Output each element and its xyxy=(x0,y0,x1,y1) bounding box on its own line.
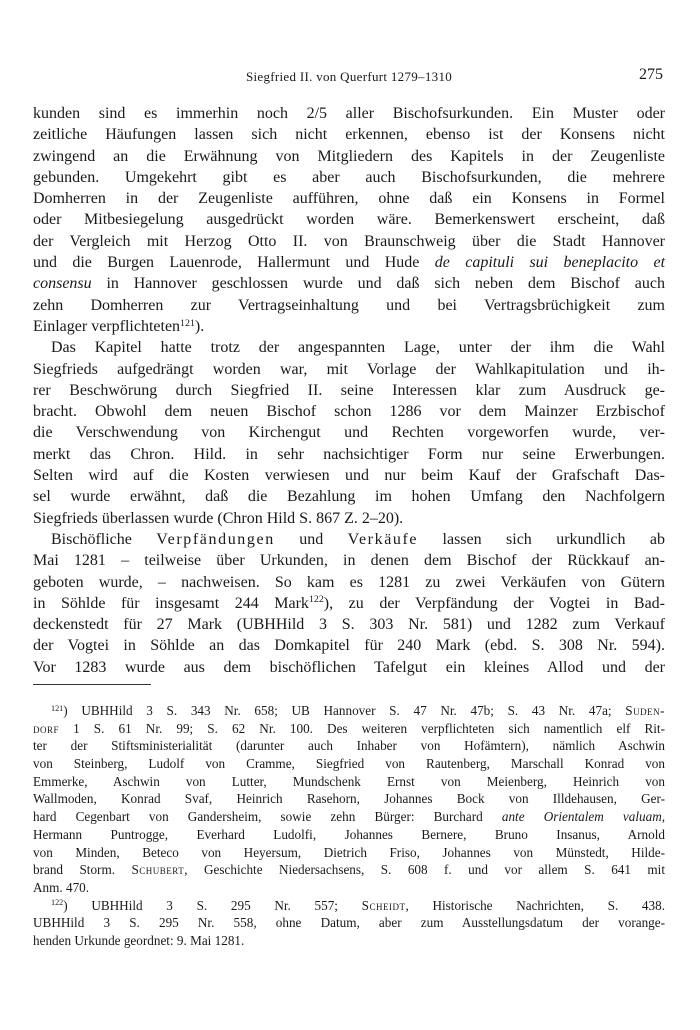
footnote-122: $^{122}$) UBHHild 3 S. 295 Nr. 557; Scheidt, Historische Nachrichten, S. 438. xyxy=(51,897,665,913)
footnote-line: Emmerke, Aschwin von Lutter, Mundschenk Ernst von Meienberg, Heinrich von xyxy=(33,773,665,789)
spaced-term: Verkäufe xyxy=(347,530,419,548)
footnote-121: $^{121}$) UBHHild 3 S. 343 Nr. 658; UB Hannover S. 47 Nr. 47b; S. 43 Nr. 47a; Suden- xyxy=(51,703,666,718)
text-line: sel wurde erwähnt, daß die Bezahlung im hohen Umfang den Nachfolgern xyxy=(33,488,665,506)
footnote-number: 122 xyxy=(51,898,64,908)
main-text xyxy=(33,103,665,678)
text-line: der Vogtei in Söhlde an das Domkapitel für 240 Mark (ebd. S. 308 Nr. 594). xyxy=(33,637,665,655)
text-line: zwingend an die Erwähnung von Mitgliedern des Kapitels in der Zeugenliste xyxy=(33,147,665,165)
text-line: deckenstedt für 27 Mark (UBHHild 3 S. 303 Nr. 581) und 1282 zum Verkauf xyxy=(33,616,665,634)
footnote-line: Hermann Puntrogge, Everhard Ludolfi, Johannes Bernere, Bruno Insanus, Arnold xyxy=(33,826,665,842)
text-line: in Söhlde für insgesamt 244 Mark$^{122}$), zu der Verpfändung der Vogtei in Bad- xyxy=(33,594,665,612)
text-line: Domherren in der Zeugenliste aufführen, ohne daß ein Konsens in Formel xyxy=(33,190,665,208)
footnote-line: UBHHild 3 S. 295 Nr. 558, ohne Datum, aber zum Ausstellungsdatum der vorange- xyxy=(33,915,665,931)
text-line: und die Burgen Lauenrode, Hallermunt und Hude de capituli sui beneplacito et xyxy=(33,254,666,272)
text-line: kunden sind es immerhin noch 2/5 aller Bischofsurkunden. Ein Muster oder xyxy=(33,105,665,122)
latin-phrase: ante Orientalem valuam, xyxy=(501,809,666,825)
footnote-line: ter der Stiftsministerialität (darunter auch Inhaber von Hofämtern), nämlich Aschwin xyxy=(33,738,665,754)
text-line: consensu in Hannover geschlossen wurde und daß sich neben dem Bischof auch xyxy=(33,275,666,293)
footnote-line: dorf 1 S. 61 Nr. 99; S. 62 Nr. 100. Des weiteren verpflichteten sich namentlich elf Rit- xyxy=(33,720,665,736)
text-line: Vor 1283 wurde aus dem bischöflichen Tafelgut ein kleines Allod und der xyxy=(33,658,665,676)
running-title: Siegfried II. von Querfurt 1279–1310 xyxy=(245,69,453,84)
text-line: der Vergleich mit Herzog Otto II. von Braunschweig über die Stadt Hannover xyxy=(33,232,665,250)
page-number: 275 xyxy=(639,66,663,83)
latin-phrase: consensu xyxy=(33,275,92,293)
footnote-line: von Minden, Beteco von Heyersum, Dietrich Friso, Johannes von Münstedt, Hilde- xyxy=(33,844,665,860)
text-line: oder Mitbesiegelung ausgedrückt worden wäre. Bemerkenswert erscheint, daß xyxy=(33,211,665,229)
latin-phrase: de capituli sui beneplacito et xyxy=(434,254,666,272)
text-line: zeitliche Häufungen lassen sich nicht erkennen, ebenso ist der Konsens nicht xyxy=(33,126,665,144)
running-head xyxy=(33,66,665,86)
text-line: gebunden. Umgekehrt gibt es aber auch Bischofsurkunden, die mehrere xyxy=(33,168,665,186)
text-line: bracht. Obwohl dem neuen Bischof schon 1286 vor dem Mainzer Erzbischof xyxy=(33,403,665,421)
footnote-ref: 121 xyxy=(180,317,195,329)
text-line: Das Kapitel hatte trotz der angespannten Lage, unter der ihm die Wahl xyxy=(51,339,665,357)
footnotes xyxy=(33,702,665,950)
text-line: die Verschwendung von Kirchengut und Rechten vorgeworfen wurde, ver- xyxy=(33,424,665,442)
footnote-line: von Steinberg, Ludolf von Cramme, Siegfried von Rautenberg, Marschall Konrad von xyxy=(33,756,665,772)
footnote-ref: 122 xyxy=(308,594,324,606)
footnote-line: Wallmoden, Konrad Svaf, Heinrich Rasehorn, Johannes Bock von Illdehausen, Ger- xyxy=(33,791,665,807)
text-line: geboten wurde, – nachweisen. So kam es 1281 zu zwei Verkäufen von Gütern xyxy=(33,573,665,591)
text-line: Bischöfliche Verpfändungen und Verkäufe lassen sich urkundlich ab xyxy=(51,530,665,548)
spaced-term: Verpfändungen xyxy=(156,530,275,548)
text-line: zehn Domherren zur Vertragseinhaltung und bei Vertragsbrüchigkeit zum xyxy=(33,296,665,314)
footnote-number: 121 xyxy=(51,703,64,713)
text-line: Siegfrieds aufgedrängt worden war, mit Vorlage der Wahlkapitulation und ih- xyxy=(33,360,665,378)
text-line: rer Beschwörung durch Siegfried II. seine Interessen klar zum Ausdruck ge- xyxy=(33,381,665,399)
footnote-line: hard Cegenbart von Gandersheim, sowie zehn Bürger: Burchard ante Orientalem valuam, xyxy=(33,809,666,825)
text-line: Einlager verpflichteten$^{121}$). xyxy=(33,317,205,335)
text-line: Mai 1281 – teilweise über Urkunden, in denen dem Bischof der Rückkauf an- xyxy=(33,552,665,570)
footnote-line: henden Urkunde geordnet: 9. Mai 1281. xyxy=(33,932,245,948)
text-line: Siegfrieds überlassen wurde (Chron Hild S. 867 Z. 2–20). xyxy=(33,509,404,527)
footnote-line: brand Storm. Schubert, Geschichte Niedersachsens, S. 608 f. und vor allem S. 641 mit xyxy=(33,862,666,878)
footnote-divider xyxy=(33,684,151,685)
text-line: merkt das Chron. Hild. in sehr nachsichtiger Form nur seine Erwerbungen. xyxy=(33,445,665,463)
footnote-line: Anm. 470. xyxy=(33,879,90,895)
text-line: Selten wird auf die Kosten verwiesen und nur beim Kauf der Grafschaft Das- xyxy=(33,467,665,485)
